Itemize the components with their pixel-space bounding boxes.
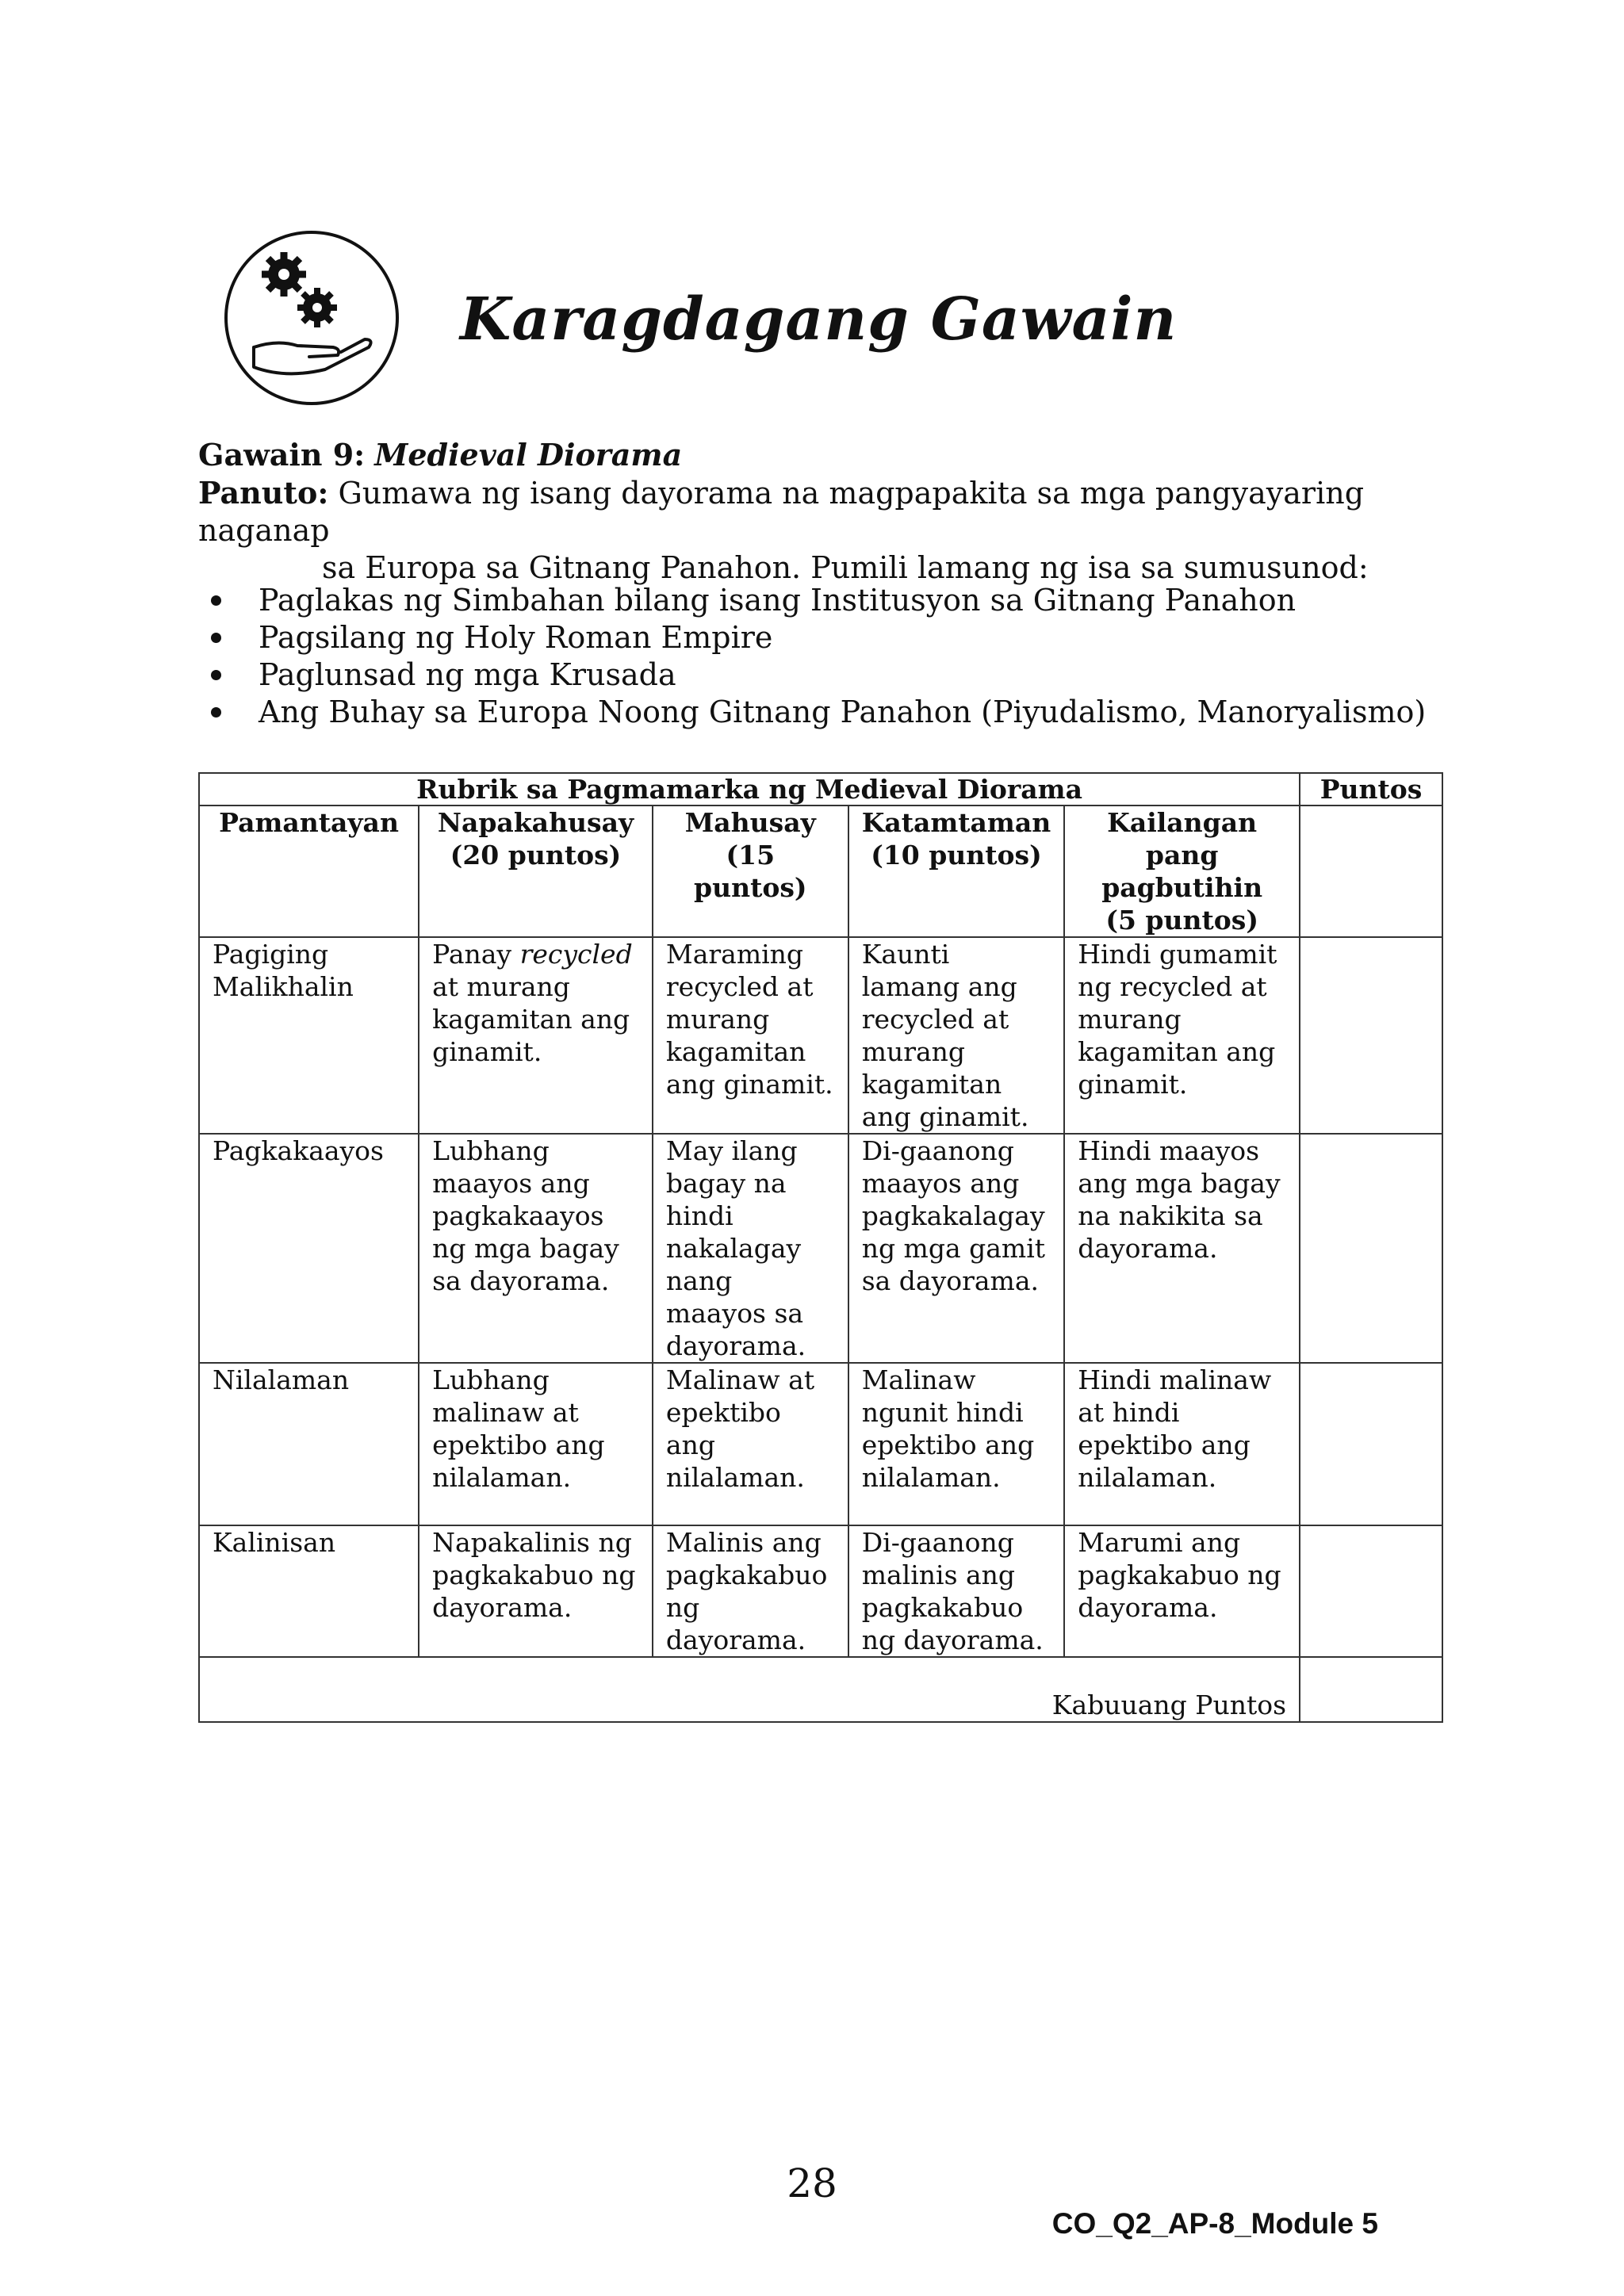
points-cell — [1300, 937, 1442, 1134]
gears-in-hand-icon — [222, 228, 401, 408]
rubric-cell: Marumi ang pagkakabuo ng dayorama. — [1064, 1525, 1300, 1657]
rubric-cell: Hindi malinaw at hindi epektibo ang nilalaman. — [1064, 1363, 1300, 1525]
criteria-header: Pamantayan — [199, 806, 419, 937]
rubric-cell: Lubhang malinaw at epektibo ang nilalaman. — [419, 1363, 653, 1525]
rubric-cell: Malinaw ngunit hindi epektibo ang nilalaman. — [848, 1363, 1065, 1525]
module-code: CO_Q2_AP-8_Module 5 — [1051, 2207, 1378, 2240]
level-header: Kailangan pang pagbutihin (5 puntos) — [1064, 806, 1300, 937]
activity-block — [198, 436, 1451, 587]
rubric-cell: Di-gaanong maayos ang pagkakalagay ng mga gamit sa dayorama. — [848, 1134, 1065, 1363]
list-item: Ang Buhay sa Europa Noong Gitnang Panahon (Piyudalismo, Manoryalismo) — [205, 694, 1457, 731]
instruction — [198, 474, 1451, 549]
rubric-cell: Hindi gumamit ng recycled at murang kagamitan ang ginamit. — [1064, 937, 1300, 1134]
activity-name: Medieval Diorama — [374, 437, 683, 473]
page-title: Karagdagang Gawain — [460, 285, 1178, 354]
rubric-cell: Di-gaanong malinis ang pagkakabuo ng dayorama. — [848, 1525, 1065, 1657]
criterion-cell: Nilalaman — [199, 1363, 419, 1525]
level-header: Napakahusay (20 puntos) — [419, 806, 653, 937]
list-item: Paglakas ng Simbahan bilang isang Institusyon sa Gitnang Panahon — [205, 582, 1457, 619]
total-row — [199, 1657, 1442, 1722]
bullet-icon — [211, 633, 221, 643]
instruction-label: Panuto: — [198, 475, 329, 511]
bullet-icon — [211, 670, 221, 680]
criterion-cell: Kalinisan — [199, 1525, 419, 1657]
criterion-cell: Pagiging Malikhalin — [199, 937, 419, 1134]
bullet-icon — [211, 595, 221, 606]
instruction-text-line2: sa Europa sa Gitnang Panahon. Pumili lamang ng isa sa sumusunod: — [322, 550, 1369, 585]
table-row — [199, 1525, 1442, 1657]
total-points-cell — [1300, 1657, 1442, 1722]
activity-label: Gawain 9: — [198, 437, 366, 473]
page-number: 28 — [787, 2160, 837, 2206]
list-item: Pagsilang ng Holy Roman Empire — [205, 619, 1457, 656]
table-row — [199, 1134, 1442, 1363]
rubric-cell: Kaunti lamang ang recycled at murang kagamitan ang ginamit. — [848, 937, 1065, 1134]
instruction-text-line1: Gumawa ng isang dayorama na magpapakita sa mga pangyayaring naganap — [198, 476, 1365, 548]
points-cell — [1300, 1525, 1442, 1657]
rubric-title: Rubrik sa Pagmamarka ng Medieval Diorama — [199, 773, 1300, 806]
total-label: Kabuuang Puntos — [199, 1657, 1300, 1722]
table-row — [199, 937, 1442, 1134]
options-list — [205, 582, 1457, 731]
bullet-icon — [211, 707, 221, 718]
rubric-cell: Maraming recycled at murang kagamitan ang ginamit. — [653, 937, 848, 1134]
criterion-cell: Pagkakaayos — [199, 1134, 419, 1363]
points-header: Puntos — [1300, 773, 1442, 806]
points-cell — [1300, 1363, 1442, 1525]
rubric-cell: Hindi maayos ang mga bagay na nakikita sa dayorama. — [1064, 1134, 1300, 1363]
rubric-cell: May ilang bagay na hindi nakalagay nang maayos sa dayorama. — [653, 1134, 848, 1363]
rubric-table — [198, 772, 1443, 1723]
rubric-cell: Malinaw at epektibo ang nilalaman. — [653, 1363, 848, 1525]
level-header: Mahusay (15 puntos) — [653, 806, 848, 937]
rubric-cell: Napakalinis ng pagkakabuo ng dayorama. — [419, 1525, 653, 1657]
rubric-cell: Panay recycled at murang kagamitan ang ginamit. — [419, 937, 653, 1134]
list-item: Paglunsad ng mga Krusada — [205, 656, 1457, 694]
rubric-cell: Lubhang maayos ang pagkakaayos ng mga bagay sa dayorama. — [419, 1134, 653, 1363]
points-cell — [1300, 806, 1442, 937]
rubric-cell: Malinis ang pagkakabuo ng dayorama. — [653, 1525, 848, 1657]
activity-title — [198, 436, 1451, 474]
level-header: Katamtaman (10 puntos) — [848, 806, 1065, 937]
table-row — [199, 1363, 1442, 1525]
points-cell — [1300, 1134, 1442, 1363]
